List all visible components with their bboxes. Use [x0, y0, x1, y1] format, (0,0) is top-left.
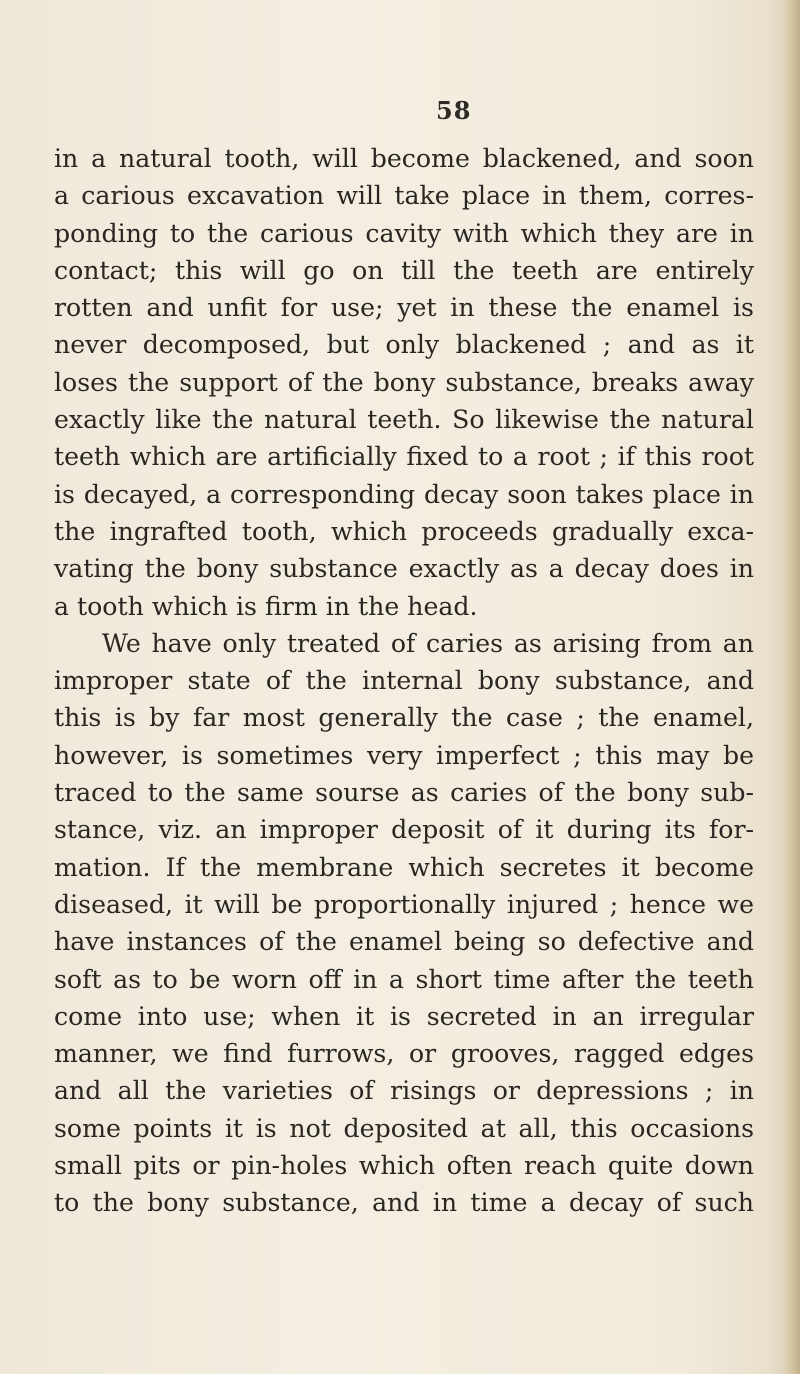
text-line: to the bony substance, and in time a decay of such	[54, 1188, 754, 1218]
text-line: manner, we find furrows, or grooves, ragged edges	[54, 1039, 754, 1069]
text-line: the ingrafted tooth, which proceeds gradually exca-	[54, 516, 754, 546]
text-line: exactly like the natural teeth. So likewise the natural	[54, 405, 754, 435]
text-line: come into use; when it is secreted in an irregular	[54, 1001, 754, 1031]
text-line: vating the bony substance exactly as a decay does in	[54, 554, 754, 584]
text-line: a tooth which is firm in the head.	[54, 591, 478, 621]
page-edge-shadow	[782, 0, 800, 1374]
text-line: improper state of the internal bony substance, and	[54, 666, 754, 696]
text-line: a carious excavation will take place in them, corres-	[54, 181, 754, 211]
text-line: ponding to the carious cavity with which they are in	[54, 218, 754, 248]
text-line: traced to the same sourse as caries of the bony sub-	[54, 778, 754, 808]
text-line: loses the support of the bony substance, breaks away	[54, 367, 754, 397]
text-line: soft as to be worn off in a short time after the teeth	[54, 964, 754, 994]
text-line: rotten and unfit for use; yet in these the enamel is	[54, 293, 754, 323]
text-line: teeth which are artificially fixed to a root ; if this root	[54, 442, 754, 472]
text-line: diseased, it will be proportionally injured ; hence we	[54, 889, 754, 919]
text-line: stance, viz. an improper deposit of it during its for-	[54, 815, 754, 845]
text-line: never decomposed, but only blackened ; and as it	[54, 330, 754, 360]
text-line: have instances of the enamel being so defective and	[54, 927, 754, 957]
text-line: mation. If the membrane which secretes it become	[54, 852, 754, 882]
text-line: however, is sometimes very imperfect ; this may be	[54, 740, 754, 770]
paragraph-start-line: We have only treated of caries as arising from an	[102, 628, 754, 658]
text-line: small pits or pin-holes which often reach quite down	[54, 1151, 754, 1181]
page-number: 58	[436, 96, 472, 125]
text-line: and all the varieties of risings or depressions ; in	[54, 1076, 754, 1106]
text-line: this is by far most generally the case ; the enamel,	[54, 703, 754, 733]
body-text	[54, 140, 754, 1222]
text-line: contact; this will go on till the teeth are entirely	[54, 255, 754, 285]
text-line: in a natural tooth, will become blackened, and soon	[54, 144, 754, 173]
text-line: some points it is not deposited at all, this occasions	[54, 1113, 754, 1143]
text-line: is decayed, a corresponding decay soon takes place in	[54, 479, 754, 509]
